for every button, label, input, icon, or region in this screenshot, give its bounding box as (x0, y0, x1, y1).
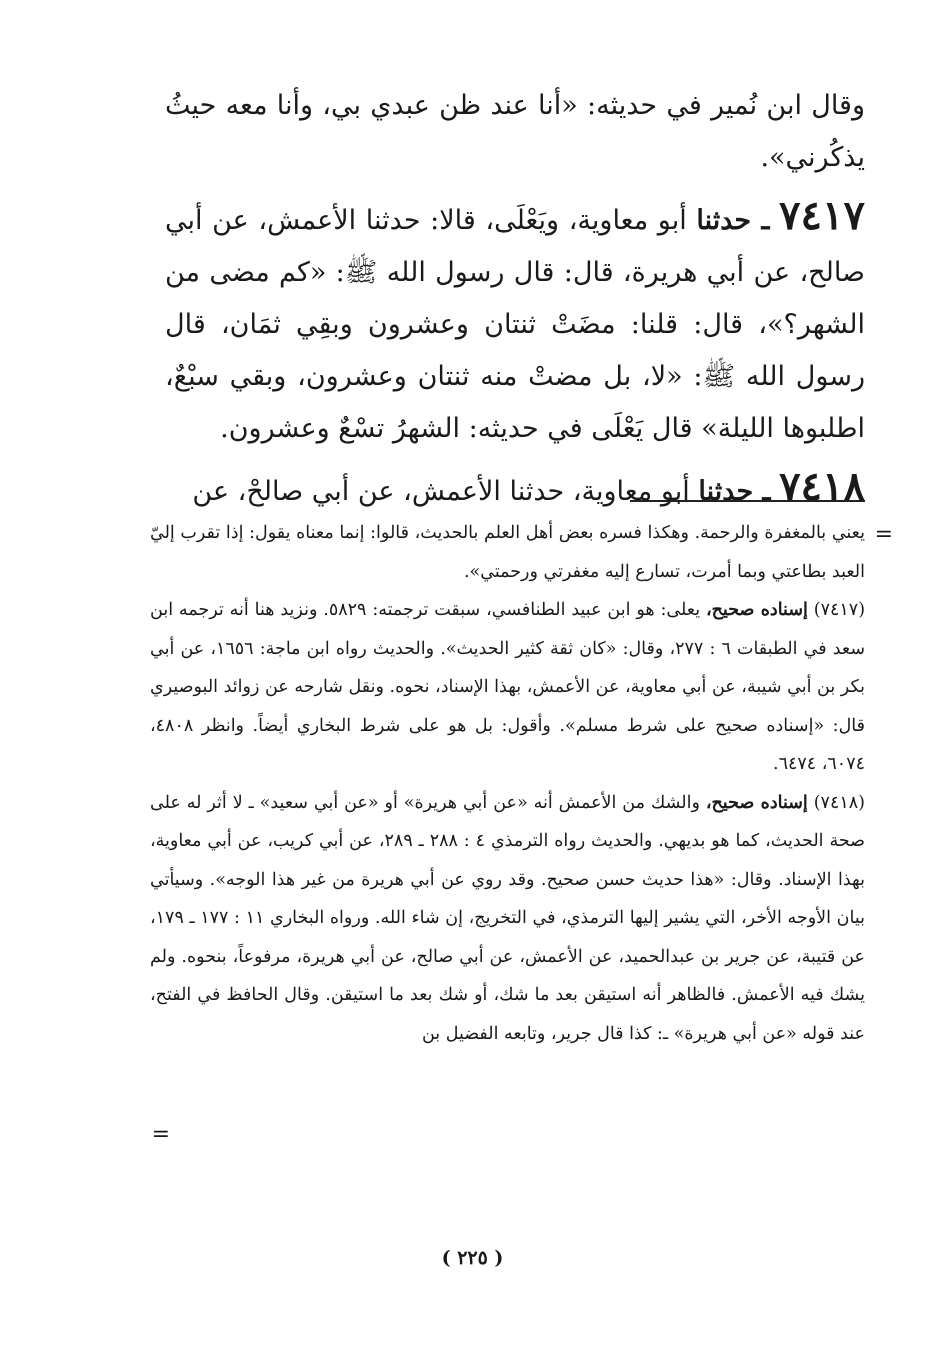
main-text (165, 80, 865, 524)
footnote-text: يعلى: هو ابن عبيد الطنافسي، سبقت ترجمته: ٥٨٢٩. ونزيد هنا أنه ترجمه ابن سعد في الطبقات ٦ : ٢٧٧، وقال: «كان ثقة كثير الحديث». والحديث رواه ابن ماجة: ١٦٥٦، عن أبي بكر بن أبي شيبة، عن أبي معاوية، عن الأعمش، بهذا الإسناد، نحوه. ونقل شارحه عن زوائد البوصيري قال: «إسناده صحيح على شرط مسلم». وأقول: بل هو على شرط البخاري أيضاً. وانظر ٤٨٠٨، ٦٠٧٤، ٦٤٧٤. (150, 600, 865, 774)
footnote-ref: (٧٤١٨) (813, 792, 865, 813)
paragraph-ibn-numayr: وقال ابن نُمير في حديثه: «أنا عند ظن عبدي بي، وأنا معه حيثُ يذكُرني». (165, 90, 865, 173)
continuation-mark: = (874, 522, 893, 547)
footnote-verdict: إسناده صحيح، (705, 600, 808, 620)
footnote-verdict: إسناده صحيح، (705, 792, 808, 813)
hadith-lead: ـ حدثنا (698, 476, 771, 507)
footnote-divider (630, 500, 865, 502)
footnote-ref: (٧٤١٧) (813, 600, 866, 620)
hadith-number: ٧٤١٧ (779, 192, 865, 239)
page-number: ( ٢٢٥ ) (441, 1247, 504, 1269)
footnote-text: والشك من الأعمش أنه «عن أبي هريرة» أو «عن أبي سعيد» ـ لا أثر له على صحة الحديث، كما هو بديهي. والحديث رواه الترمذي ٤ : ٢٨٨ ـ ٢٨٩، عن أبي كريب، عن أبي معاوية، بهذا الإسناد. وقال: «هذا حديث حسن صحيح. وقد روي عن أبي هريرة من غير هذا الوجه». وسيأتي بيان الأوجه الأخر، التي يشير إليها الترمذي، في التخريج، إن شاء الله. ورواه البخاري ١١ : ١٧٧ ـ ١٧٩، عن قتيبة، عن جرير بن عبدالحميد، عن الأعمش، عن أبي صالح، عن أبي هريرة، مرفوعاً، بنحوه. ولم يشك فيه الأعمش. فالظاهر أنه استيقن بعد ما شك، أو شك بعد ما استيقن. وقال الحافظ في الفتح، عند قوله «عن أبي هريرة» ـ: كذا قال جرير، وتابعه الفضيل بن (150, 792, 865, 1044)
hadith-lead: ـ حدثنا (696, 205, 770, 236)
footnotes (150, 514, 865, 1053)
hadith-text: أبو معاوية، حدثنا الأعمش، عن أبي صالحْ، عن (192, 476, 690, 507)
hadith-7418 (165, 461, 865, 518)
hadith-text: أبو معاوية، ويَعْلَى، قالا: حدثنا الأعمش، عن أبي صالح، عن أبي هريرة، قال: قال رسول الله ﷺ: «كم مضى من الشهر؟»، قال: قلنا: مضَتْ ثنتان وعشرون وبقِي ثمَان، قال رسول الله ﷺ: «لا، بل مضتْ منه ثنتان وعشرون، وبقي سبْعٌ، اطلبوها الليلة» قال يَعْلَى في حديثه: الشهرُ تسْعٌ وعشرون. (165, 205, 865, 444)
hadith-number: ٧٤١٨ (779, 463, 865, 510)
footnote-7418 (150, 784, 865, 1054)
footnote-7417 (150, 591, 865, 784)
end-continuation-mark: = (151, 1122, 170, 1147)
footnote-continued: يعني بالمغفرة والرحمة. وهكذا فسره بعض أهل العلم بالحديث، قالوا: إنما معناه يقول: إذا تقرب إليّ العبد بطاعتي وبما أمرت، تسارع إليه مغفرتي ورحمتي». (150, 523, 865, 582)
hadith-7417 (165, 190, 865, 455)
